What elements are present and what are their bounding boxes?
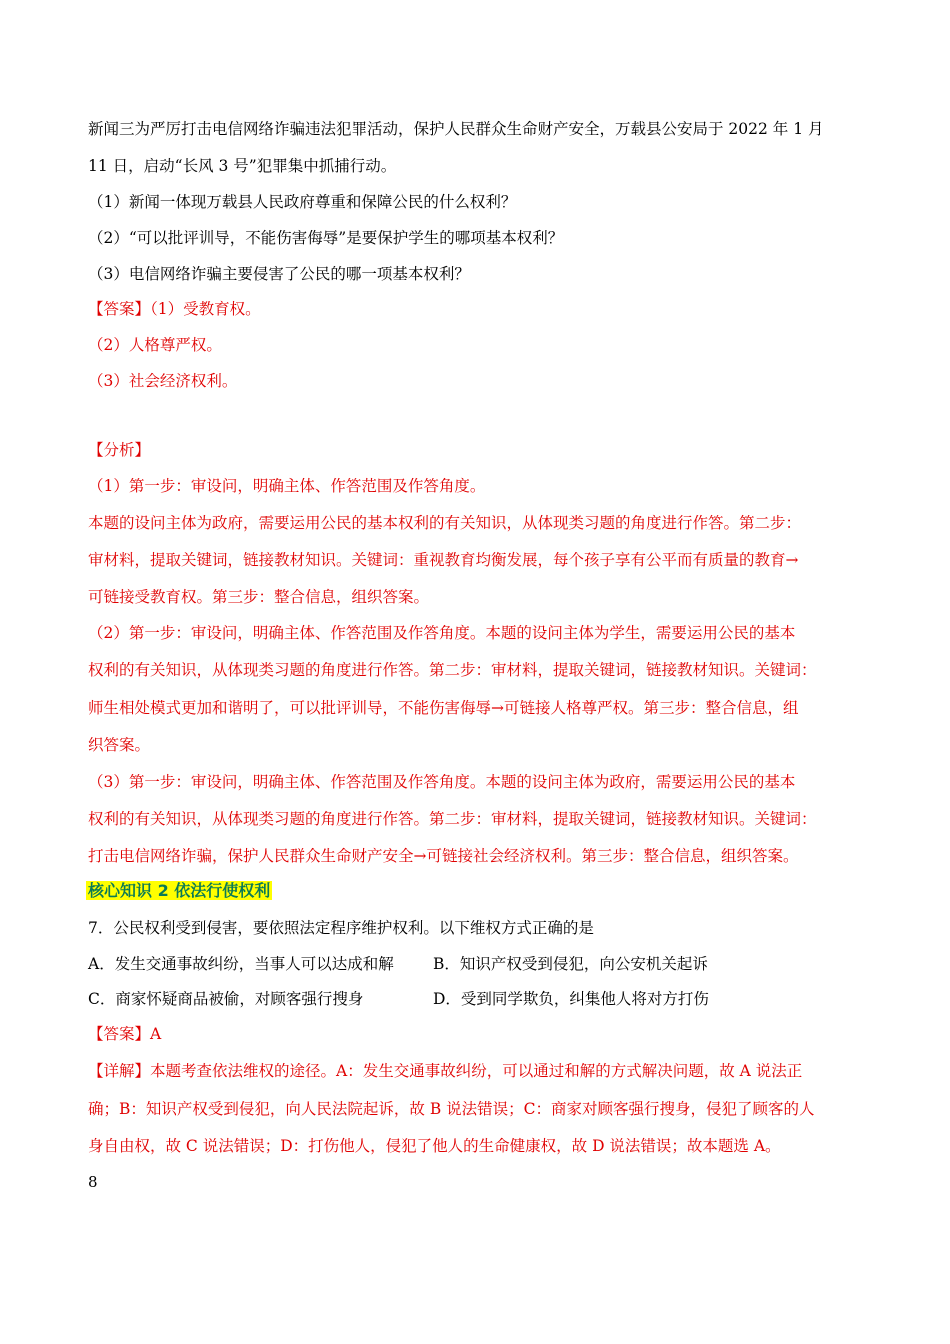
analysis-line: 权利的有关知识，从体现类习题的角度进行作答。第二步：审材料，提取关键词，链接教材知识。关键词： (88, 810, 817, 828)
analysis-line: 审材料，提取关键词，链接教材知识。关键词：重视教育均衡发展，每个孩子享有公平而有质量的教育→ (88, 551, 799, 569)
q7-detail-line: 确；B：知识产权受到侵犯，向人民法院起诉，故 B 说法错误；C：商家对顾客强行搜身，侵犯了顾客的人 (88, 1100, 815, 1118)
q7-option-a: A．发生交通事故纠纷，当事人可以达成和解 (88, 955, 394, 973)
q7-stem: 7．公民权利受到侵害，要依照法定程序维护权利。以下维权方式正确的是 (88, 919, 594, 937)
section-heading-wrap (86, 880, 272, 902)
analysis-line: （3）第一步：审设问，明确主体、作答范围及作答角度。本题的设问主体为政府，需要运用公民的基本 (88, 773, 796, 791)
intro-line-1: 新闻三为严厉打击电信网络诈骗违法犯罪活动，保护人民群众生命财产安全，万载县公安局于 2022 年 1 月 (88, 120, 824, 138)
analysis-line: 本题的设问主体为政府，需要运用公民的基本权利的有关知识，从体现类习题的角度进行作答。第二步： (88, 514, 802, 532)
answer-line-3: （3）社会经济权利。 (88, 372, 238, 390)
analysis-line: 权利的有关知识，从体现类习题的角度进行作答。第二步：审材料，提取关键词，链接教材知识。关键词： (88, 661, 817, 679)
intro-line-2: 11 日，启动“长风 3 号”犯罪集中抓捕行动。 (88, 157, 397, 175)
analysis-line: 打击电信网络诈骗，保护人民群众生命财产安全→可链接社会经济权利。第三步：整合信息，组织答案。 (88, 847, 799, 865)
analysis-line: 师生相处模式更加和谐明了，可以批评训导，不能伤害侮辱→可链接人格尊严权。第三步：整合信息，组 (88, 699, 799, 717)
answer-line-2: （2）人格尊严权。 (88, 336, 222, 354)
page-number: 8 (88, 1173, 98, 1191)
question-3: （3）电信网络诈骗主要侵害了公民的哪一项基本权利？ (88, 265, 470, 283)
section-heading: 核心知识 2 依法行使权利 (88, 881, 271, 900)
analysis-line: （2）第一步：审设问，明确主体、作答范围及作答角度。本题的设问主体为学生，需要运用公民的基本 (88, 624, 796, 642)
analysis-line: 织答案。 (88, 736, 151, 754)
question-2: （2）“可以批评训导，不能伤害侮辱”是要保护学生的哪项基本权利？ (88, 229, 564, 247)
q7-detail-line: 【详解】本题考查依法维权的途径。A：发生交通事故纠纷，可以通过和解的方式解决问题，故 A 说法正 (88, 1062, 803, 1080)
question-1: （1）新闻一体现万载县人民政府尊重和保障公民的什么权利？ (88, 193, 517, 211)
q7-detail-line: 身自由权，故 C 说法错误；D：打伤他人，侵犯了他人的生命健康权，故 D 说法错误；故本题选 A。 (88, 1137, 781, 1155)
q7-option-c: C．商家怀疑商品被偷，对顾客强行搜身 (88, 990, 364, 1008)
q7-option-b: B．知识产权受到侵犯，向公安机关起诉 (433, 955, 708, 973)
analysis-label: 【分析】 (88, 441, 151, 459)
answer-line-1: 【答案】（1）受教育权。 (88, 300, 261, 318)
q7-option-d: D．受到同学欺负，纠集他人将对方打伤 (433, 990, 709, 1008)
analysis-line: （1）第一步：审设问，明确主体、作答范围及作答角度。 (88, 477, 486, 495)
analysis-line: 可链接受教育权。第三步：整合信息，组织答案。 (88, 588, 430, 606)
q7-answer: 【答案】A (88, 1025, 162, 1043)
